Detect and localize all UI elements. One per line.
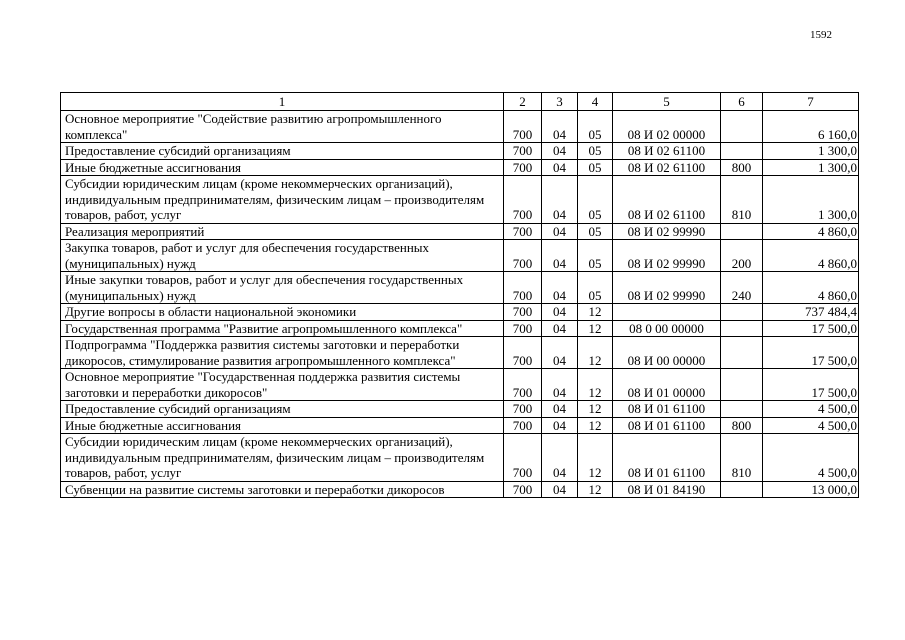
page-number: 1592 xyxy=(810,29,832,41)
row-rz: 04 xyxy=(542,417,578,434)
row-name: Предоставление субсидий организациям xyxy=(61,401,504,418)
row-csr: 08 И 01 61100 xyxy=(613,401,721,418)
row-gr: 700 xyxy=(504,304,542,321)
row-vr: 810 xyxy=(721,176,763,224)
row-csr: 08 И 02 00000 xyxy=(613,111,721,143)
header-cell: 3 xyxy=(542,93,578,111)
row-gr: 700 xyxy=(504,434,542,482)
row-sum: 17 500,0 xyxy=(763,369,859,401)
table-row xyxy=(61,320,859,337)
row-sum: 4 860,0 xyxy=(763,240,859,272)
row-rz: 04 xyxy=(542,223,578,240)
row-rz: 04 xyxy=(542,481,578,498)
row-gr: 700 xyxy=(504,223,542,240)
row-rz: 04 xyxy=(542,320,578,337)
row-vr xyxy=(721,369,763,401)
row-sum: 4 860,0 xyxy=(763,223,859,240)
row-name: Другие вопросы в области национальной экономики xyxy=(61,304,504,321)
row-gr: 700 xyxy=(504,176,542,224)
budget-table xyxy=(60,92,859,498)
row-pr: 05 xyxy=(578,143,613,160)
row-vr xyxy=(721,304,763,321)
row-csr: 08 И 02 61100 xyxy=(613,159,721,176)
row-sum: 4 500,0 xyxy=(763,417,859,434)
row-pr: 05 xyxy=(578,176,613,224)
table-row xyxy=(61,434,859,482)
row-csr: 08 И 02 61100 xyxy=(613,176,721,224)
row-sum: 17 500,0 xyxy=(763,320,859,337)
row-name: Государственная программа "Развитие агропромышленного комплекса" xyxy=(61,320,504,337)
header-cell: 2 xyxy=(504,93,542,111)
row-pr: 05 xyxy=(578,111,613,143)
row-name: Иные закупки товаров, работ и услуг для обеспечения государственных (муниципальных) нужд xyxy=(61,272,504,304)
table-header-row xyxy=(61,93,859,111)
row-pr: 12 xyxy=(578,481,613,498)
row-name: Основное мероприятие "Государственная поддержка развития системы заготовки и переработки дикоросов" xyxy=(61,369,504,401)
row-rz: 04 xyxy=(542,176,578,224)
header-cell: 5 xyxy=(613,93,721,111)
row-rz: 04 xyxy=(542,304,578,321)
row-csr: 08 И 01 61100 xyxy=(613,417,721,434)
row-name: Предоставление субсидий организациям xyxy=(61,143,504,160)
row-gr: 700 xyxy=(504,337,542,369)
row-pr: 05 xyxy=(578,223,613,240)
row-vr: 200 xyxy=(721,240,763,272)
table-row xyxy=(61,111,859,143)
table-row xyxy=(61,159,859,176)
table-row xyxy=(61,304,859,321)
header-cell: 6 xyxy=(721,93,763,111)
row-pr: 12 xyxy=(578,320,613,337)
row-name: Иные бюджетные ассигнования xyxy=(61,159,504,176)
row-name: Иные бюджетные ассигнования xyxy=(61,417,504,434)
row-gr: 700 xyxy=(504,143,542,160)
row-gr: 700 xyxy=(504,401,542,418)
row-pr: 12 xyxy=(578,401,613,418)
table-row xyxy=(61,223,859,240)
row-gr: 700 xyxy=(504,417,542,434)
table-row xyxy=(61,240,859,272)
row-pr: 05 xyxy=(578,272,613,304)
row-gr: 700 xyxy=(504,481,542,498)
table-row xyxy=(61,143,859,160)
table-row xyxy=(61,337,859,369)
row-vr xyxy=(721,143,763,160)
row-csr: 08 0 00 00000 xyxy=(613,320,721,337)
table-row xyxy=(61,369,859,401)
row-pr: 12 xyxy=(578,304,613,321)
row-sum: 6 160,0 xyxy=(763,111,859,143)
row-gr: 700 xyxy=(504,240,542,272)
row-name: Закупка товаров, работ и услуг для обеспечения государственных (муниципальных) нужд xyxy=(61,240,504,272)
row-csr: 08 И 02 99990 xyxy=(613,223,721,240)
table-row xyxy=(61,417,859,434)
header-cell: 7 xyxy=(763,93,859,111)
row-rz: 04 xyxy=(542,434,578,482)
row-pr: 12 xyxy=(578,369,613,401)
table-row xyxy=(61,481,859,498)
row-pr: 05 xyxy=(578,240,613,272)
row-gr: 700 xyxy=(504,111,542,143)
row-csr: 08 И 01 61100 xyxy=(613,434,721,482)
row-rz: 04 xyxy=(542,159,578,176)
row-sum: 1 300,0 xyxy=(763,143,859,160)
row-sum: 17 500,0 xyxy=(763,337,859,369)
row-sum: 1 300,0 xyxy=(763,176,859,224)
row-sum: 13 000,0 xyxy=(763,481,859,498)
row-vr xyxy=(721,481,763,498)
row-vr: 800 xyxy=(721,417,763,434)
row-name: Реализация мероприятий xyxy=(61,223,504,240)
header-cell: 4 xyxy=(578,93,613,111)
row-vr xyxy=(721,223,763,240)
row-vr xyxy=(721,111,763,143)
row-csr: 08 И 00 00000 xyxy=(613,337,721,369)
table-row xyxy=(61,272,859,304)
row-pr: 05 xyxy=(578,159,613,176)
row-rz: 04 xyxy=(542,143,578,160)
row-gr: 700 xyxy=(504,272,542,304)
table-row xyxy=(61,401,859,418)
row-name: Субсидии юридическим лицам (кроме некоммерческих организаций), индивидуальным предпринимателям, физическим лицам – производителям товаров, работ, услуг xyxy=(61,176,504,224)
row-csr: 08 И 02 99990 xyxy=(613,240,721,272)
row-rz: 04 xyxy=(542,111,578,143)
row-vr xyxy=(721,320,763,337)
row-vr: 810 xyxy=(721,434,763,482)
row-name: Субсидии юридическим лицам (кроме некоммерческих организаций), индивидуальным предпринимателям, физическим лицам – производителям товаров, работ, услуг xyxy=(61,434,504,482)
row-csr xyxy=(613,304,721,321)
row-rz: 04 xyxy=(542,401,578,418)
row-csr: 08 И 02 99990 xyxy=(613,272,721,304)
row-csr: 08 И 02 61100 xyxy=(613,143,721,160)
header-cell: 1 xyxy=(61,93,504,111)
row-gr: 700 xyxy=(504,369,542,401)
table-row xyxy=(61,176,859,224)
row-rz: 04 xyxy=(542,272,578,304)
row-pr: 12 xyxy=(578,434,613,482)
row-csr: 08 И 01 84190 xyxy=(613,481,721,498)
row-rz: 04 xyxy=(542,240,578,272)
row-sum: 1 300,0 xyxy=(763,159,859,176)
row-sum: 737 484,4 xyxy=(763,304,859,321)
row-vr xyxy=(721,401,763,418)
row-csr: 08 И 01 00000 xyxy=(613,369,721,401)
row-pr: 12 xyxy=(578,417,613,434)
row-rz: 04 xyxy=(542,369,578,401)
row-gr: 700 xyxy=(504,159,542,176)
row-vr: 800 xyxy=(721,159,763,176)
row-rz: 04 xyxy=(542,337,578,369)
row-pr: 12 xyxy=(578,337,613,369)
row-sum: 4 500,0 xyxy=(763,434,859,482)
row-name: Субвенции на развитие системы заготовки и переработки дикоросов xyxy=(61,481,504,498)
row-name: Подпрограмма "Поддержка развития системы заготовки и переработки дикоросов, стимулирование развития агропромышленного комплекса" xyxy=(61,337,504,369)
row-vr xyxy=(721,337,763,369)
row-vr: 240 xyxy=(721,272,763,304)
row-name: Основное мероприятие "Содействие развитию агропромышленного комплекса" xyxy=(61,111,504,143)
row-gr: 700 xyxy=(504,320,542,337)
row-sum: 4 860,0 xyxy=(763,272,859,304)
row-sum: 4 500,0 xyxy=(763,401,859,418)
